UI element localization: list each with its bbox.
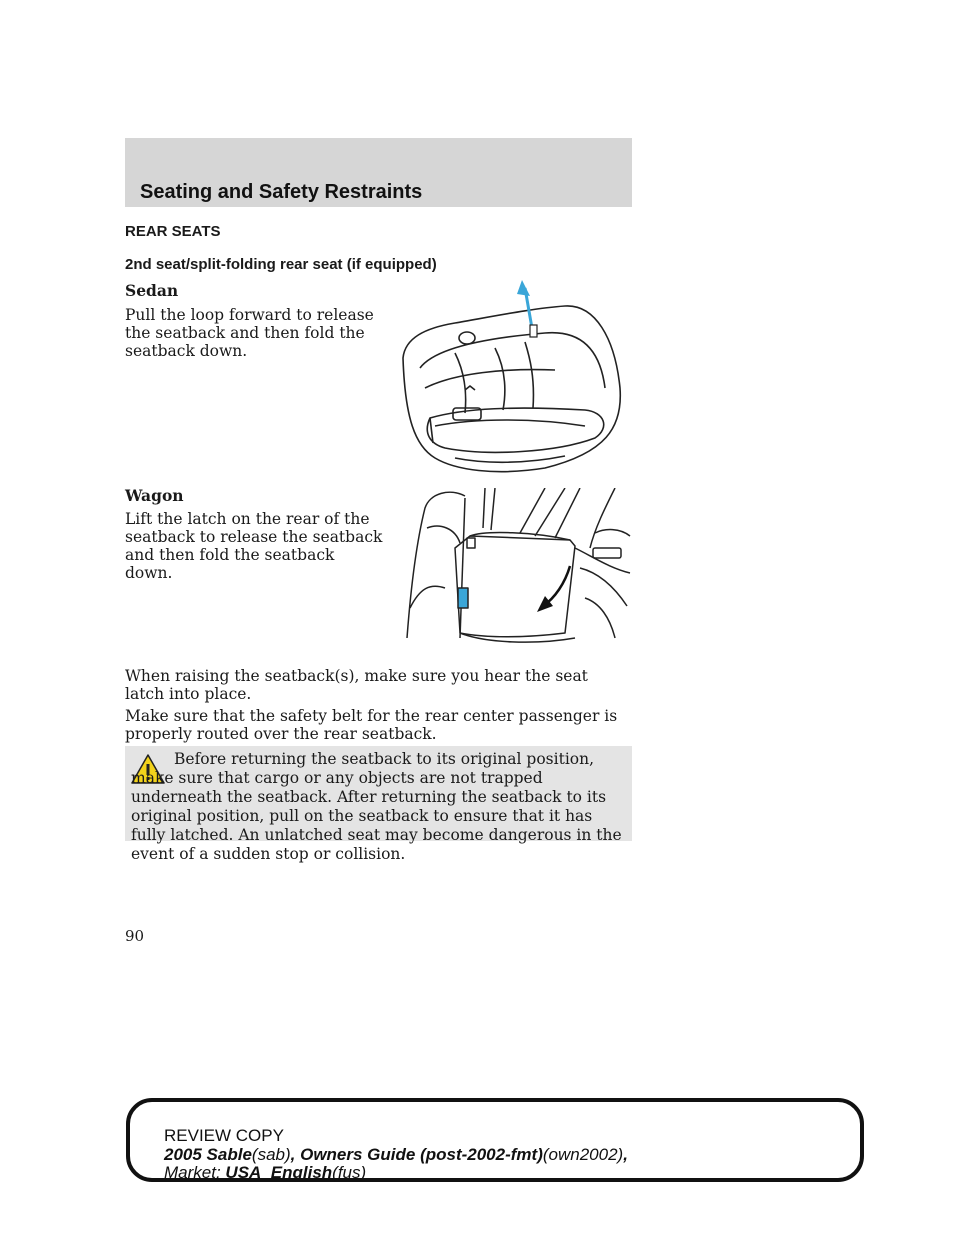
footer-sep1: , <box>290 1145 301 1164</box>
safety-belt-paragraph: Make sure that the safety belt for the rear center passenger is properly routed over the rear seatback. <box>125 707 618 743</box>
footer-model: 2005 Sable <box>164 1145 252 1164</box>
wagon-label: Wagon <box>125 486 184 505</box>
footer-market-code: (fus) <box>332 1163 367 1182</box>
section-subheading: 2nd seat/split-folding rear seat (if equipped) <box>125 256 437 273</box>
raising-paragraph: When raising the seatback(s), make sure you hear the seat latch into place. <box>125 667 588 703</box>
footer-market-line <box>164 1164 366 1181</box>
wagon-instructions: Lift the latch on the rear of the seatback to release the seatback and then fold the seatback down. <box>125 510 383 582</box>
footer-document-info <box>164 1146 628 1163</box>
footer-guide: Owners Guide (post-2002-fmt) <box>300 1145 543 1164</box>
footer-review-copy: REVIEW COPY <box>164 1126 284 1145</box>
wagon-seat-illustration <box>405 488 635 648</box>
warning-text: Before returning the seatback to its original position, make sure that cargo or any objects are not trapped underneath the seatback. After returning the seatback to its original position, pull on the seatback to ensure that it has fully latched. An unlatched seat may become dangerous in the event of a sudden stop or collision. <box>131 750 622 863</box>
page-number: 90 <box>125 927 145 945</box>
sedan-rear-seat-illustration <box>395 278 635 478</box>
page-section-title: Seating and Safety Restraints <box>140 181 423 203</box>
footer-sep2: , <box>623 1145 628 1164</box>
section-heading: REAR SEATS <box>125 223 221 240</box>
sedan-label: Sedan <box>125 281 179 300</box>
footer-model-code: (sab) <box>251 1145 291 1164</box>
sedan-instructions: Pull the loop forward to release the seatback and then fold the seatback down. <box>125 306 374 360</box>
footer-market-label: Market: <box>164 1163 221 1182</box>
footer-market: USA_English <box>225 1163 333 1182</box>
footer-guide-code: (own2002) <box>542 1145 624 1164</box>
